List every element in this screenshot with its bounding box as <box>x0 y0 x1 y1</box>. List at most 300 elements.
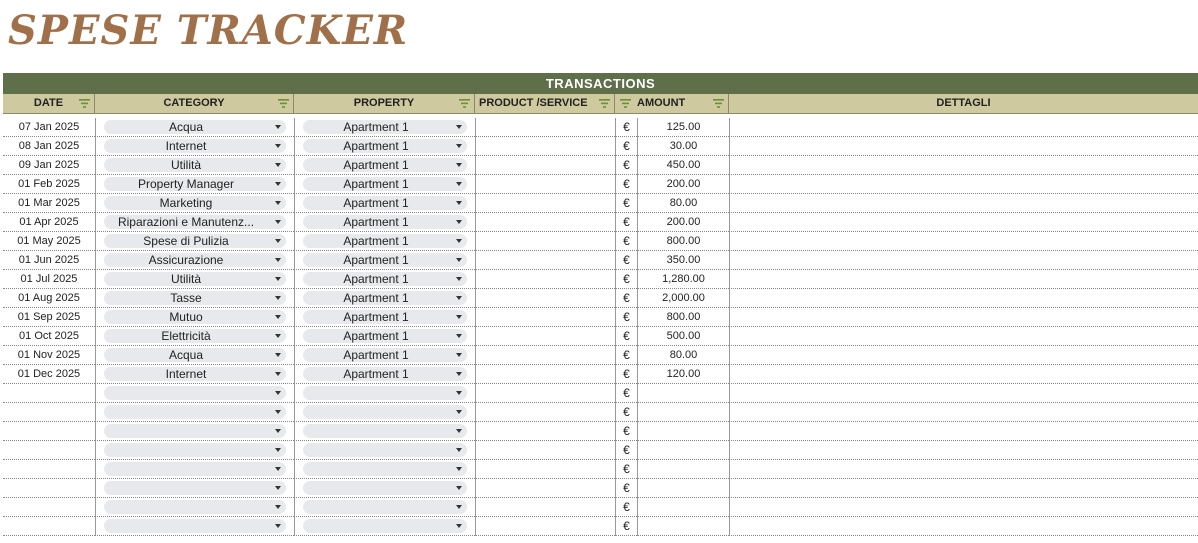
property-cell <box>294 137 475 156</box>
property-value: Apartment 1 <box>343 177 409 191</box>
details-cell[interactable] <box>729 289 1198 308</box>
property-cell <box>294 270 475 289</box>
category-value: Acqua <box>168 348 204 362</box>
table-row <box>3 232 1198 251</box>
amount-cell[interactable]: 1,280.00 <box>637 270 729 289</box>
chevron-down-icon <box>456 486 462 490</box>
table-band-title: TRANSACTIONS <box>3 73 1198 94</box>
category-dropdown[interactable] <box>104 234 286 248</box>
chevron-down-icon <box>275 258 281 262</box>
product-cell[interactable] <box>475 213 615 232</box>
amount-cell[interactable]: 125.00 <box>637 118 729 137</box>
category-dropdown[interactable] <box>104 253 286 267</box>
col-header-property <box>294 94 475 113</box>
date-cell[interactable]: 01 Nov 2025 <box>3 346 95 365</box>
currency-cell: € <box>615 308 637 327</box>
category-value: Elettricità <box>161 329 211 343</box>
category-cell <box>95 365 294 384</box>
date-cell[interactable] <box>3 498 95 517</box>
filter-icon[interactable] <box>459 99 470 108</box>
category-value: Utilità <box>170 272 201 286</box>
amount-cell[interactable]: 80.00 <box>637 346 729 365</box>
property-dropdown[interactable] <box>303 386 467 400</box>
amount-cell[interactable]: 200.00 <box>637 175 729 194</box>
table-row <box>3 137 1198 156</box>
table-row <box>3 270 1198 289</box>
amount-cell[interactable] <box>637 403 729 422</box>
table-row <box>3 156 1198 175</box>
product-cell[interactable] <box>475 365 615 384</box>
chevron-down-icon <box>275 391 281 395</box>
date-cell[interactable]: 01 Aug 2025 <box>3 289 95 308</box>
category-cell <box>95 251 294 270</box>
category-value: Tasse <box>170 291 202 305</box>
product-cell[interactable] <box>475 422 615 441</box>
amount-cell[interactable] <box>637 422 729 441</box>
details-cell[interactable] <box>729 213 1198 232</box>
details-cell[interactable] <box>729 498 1198 517</box>
category-value: Marketing <box>159 196 213 210</box>
category-dropdown[interactable] <box>104 177 286 191</box>
category-cell <box>95 270 294 289</box>
chevron-down-icon <box>456 296 462 300</box>
date-cell[interactable] <box>3 422 95 441</box>
property-cell <box>294 384 475 403</box>
table-row <box>3 346 1198 365</box>
category-value: Internet <box>165 139 207 153</box>
product-cell[interactable] <box>475 498 615 517</box>
currency-cell: € <box>615 137 637 156</box>
currency-cell: € <box>615 441 637 460</box>
category-cell <box>95 232 294 251</box>
category-dropdown[interactable] <box>104 120 286 134</box>
currency-cell: € <box>615 422 637 441</box>
currency-cell: € <box>615 346 637 365</box>
currency-cell: € <box>615 384 637 403</box>
property-dropdown[interactable] <box>303 196 467 210</box>
property-dropdown[interactable] <box>303 367 467 381</box>
category-value: Riparazioni e Manutenz... <box>117 215 255 229</box>
details-cell[interactable] <box>729 460 1198 479</box>
product-cell[interactable] <box>475 175 615 194</box>
product-cell[interactable] <box>475 441 615 460</box>
property-cell <box>294 213 475 232</box>
chevron-down-icon <box>456 391 462 395</box>
date-cell[interactable]: 01 Apr 2025 <box>3 213 95 232</box>
details-cell[interactable] <box>729 118 1198 137</box>
currency-cell: € <box>615 232 637 251</box>
chevron-down-icon <box>275 182 281 186</box>
property-dropdown[interactable] <box>303 424 467 438</box>
details-cell[interactable] <box>729 365 1198 384</box>
col-header-date-label: DATE <box>33 97 64 109</box>
category-dropdown[interactable] <box>104 139 286 153</box>
chevron-down-icon <box>456 524 462 528</box>
currency-cell: € <box>615 270 637 289</box>
col-header-category-label: CATEGORY <box>163 97 225 109</box>
amount-cell[interactable]: 800.00 <box>637 232 729 251</box>
chevron-down-icon <box>275 505 281 509</box>
property-value: Apartment 1 <box>343 348 409 362</box>
category-value: Internet <box>165 367 207 381</box>
amount-cell[interactable] <box>637 479 729 498</box>
filter-icon[interactable] <box>278 99 289 108</box>
details-cell[interactable] <box>729 441 1198 460</box>
product-cell[interactable] <box>475 232 615 251</box>
product-cell[interactable] <box>475 289 615 308</box>
category-cell <box>95 422 294 441</box>
currency-cell: € <box>615 175 637 194</box>
category-cell <box>95 308 294 327</box>
table-row <box>3 403 1198 422</box>
col-header-details-label: DETTAGLI <box>936 97 991 109</box>
filter-icon[interactable] <box>713 99 724 108</box>
property-dropdown[interactable] <box>303 139 467 153</box>
category-dropdown[interactable] <box>104 443 286 457</box>
chevron-down-icon <box>275 220 281 224</box>
product-cell[interactable] <box>475 384 615 403</box>
property-cell <box>294 194 475 213</box>
details-cell[interactable] <box>729 422 1198 441</box>
product-cell[interactable] <box>475 327 615 346</box>
property-cell <box>294 460 475 479</box>
category-dropdown[interactable] <box>104 291 286 305</box>
chevron-down-icon <box>275 334 281 338</box>
category-dropdown[interactable] <box>104 348 286 362</box>
category-cell <box>95 479 294 498</box>
category-value: Acqua <box>168 120 204 134</box>
property-cell <box>294 308 475 327</box>
product-cell[interactable] <box>475 517 615 536</box>
date-cell[interactable]: 09 Jan 2025 <box>3 156 95 175</box>
currency-cell: € <box>615 289 637 308</box>
category-dropdown[interactable] <box>104 310 286 324</box>
page-title: SPESE TRACKER <box>8 7 409 54</box>
category-dropdown[interactable] <box>104 367 286 381</box>
property-dropdown[interactable] <box>303 120 467 134</box>
category-cell <box>95 403 294 422</box>
product-cell[interactable] <box>475 251 615 270</box>
category-cell <box>95 118 294 137</box>
table-row <box>3 479 1198 498</box>
currency-cell: € <box>615 213 637 232</box>
chevron-down-icon <box>456 163 462 167</box>
date-cell[interactable]: 01 Jun 2025 <box>3 251 95 270</box>
chevron-down-icon <box>456 410 462 414</box>
product-cell[interactable] <box>475 118 615 137</box>
property-dropdown[interactable] <box>303 405 467 419</box>
property-dropdown[interactable] <box>303 158 467 172</box>
category-dropdown[interactable] <box>104 500 286 514</box>
details-cell[interactable] <box>729 156 1198 175</box>
category-cell <box>95 213 294 232</box>
header-row <box>3 94 1198 114</box>
table-row <box>3 118 1198 137</box>
property-value: Apartment 1 <box>343 234 409 248</box>
date-cell[interactable] <box>3 384 95 403</box>
date-cell[interactable]: 01 Dec 2025 <box>3 365 95 384</box>
filter-icon[interactable] <box>620 99 631 108</box>
col-header-amount-label: AMOUNT <box>637 97 686 109</box>
amount-cell[interactable]: 500.00 <box>637 327 729 346</box>
chevron-down-icon <box>275 524 281 528</box>
amount-cell[interactable]: 800.00 <box>637 308 729 327</box>
category-cell <box>95 137 294 156</box>
category-dropdown[interactable] <box>104 519 286 533</box>
details-cell[interactable] <box>729 251 1198 270</box>
product-cell[interactable] <box>475 137 615 156</box>
table-row <box>3 365 1198 384</box>
date-cell[interactable] <box>3 441 95 460</box>
property-cell <box>294 479 475 498</box>
property-cell <box>294 327 475 346</box>
property-dropdown[interactable] <box>303 519 467 533</box>
property-value: Apartment 1 <box>343 120 409 134</box>
date-cell[interactable]: 01 Mar 2025 <box>3 194 95 213</box>
category-dropdown[interactable] <box>104 329 286 343</box>
date-cell[interactable]: 01 Oct 2025 <box>3 327 95 346</box>
chevron-down-icon <box>456 239 462 243</box>
chevron-down-icon <box>275 163 281 167</box>
currency-cell: € <box>615 156 637 175</box>
chevron-down-icon <box>456 372 462 376</box>
property-value: Apartment 1 <box>343 272 409 286</box>
table-row <box>3 251 1198 270</box>
property-value: Apartment 1 <box>343 158 409 172</box>
property-dropdown[interactable] <box>303 329 467 343</box>
chevron-down-icon <box>456 448 462 452</box>
product-cell[interactable] <box>475 156 615 175</box>
category-cell <box>95 441 294 460</box>
property-value: Apartment 1 <box>343 291 409 305</box>
category-cell <box>95 517 294 536</box>
date-cell[interactable]: 07 Jan 2025 <box>3 118 95 137</box>
category-value: Assicurazione <box>148 253 224 267</box>
details-cell[interactable] <box>729 194 1198 213</box>
table-row <box>3 289 1198 308</box>
chevron-down-icon <box>275 277 281 281</box>
property-value: Apartment 1 <box>343 310 409 324</box>
property-dropdown[interactable] <box>303 310 467 324</box>
table-row <box>3 194 1198 213</box>
property-value: Apartment 1 <box>343 253 409 267</box>
date-cell[interactable] <box>3 460 95 479</box>
amount-cell[interactable]: 120.00 <box>637 365 729 384</box>
chevron-down-icon <box>275 353 281 357</box>
category-cell <box>95 346 294 365</box>
category-cell <box>95 327 294 346</box>
chevron-down-icon <box>275 315 281 319</box>
col-header-product-label: PRODUCT /SERVICE <box>479 97 588 109</box>
table-row <box>3 213 1198 232</box>
date-cell[interactable] <box>3 403 95 422</box>
property-value: Apartment 1 <box>343 329 409 343</box>
col-header-date <box>3 94 95 113</box>
property-dropdown[interactable] <box>303 253 467 267</box>
col-header-property-label: PROPERTY <box>353 97 415 109</box>
chevron-down-icon <box>275 372 281 376</box>
currency-cell: € <box>615 517 637 536</box>
property-cell <box>294 441 475 460</box>
chevron-down-icon <box>456 144 462 148</box>
category-dropdown[interactable] <box>104 196 286 210</box>
property-value: Apartment 1 <box>343 215 409 229</box>
chevron-down-icon <box>456 467 462 471</box>
property-cell <box>294 156 475 175</box>
category-value: Spese di Pulizia <box>143 234 229 248</box>
amount-cell[interactable]: 350.00 <box>637 251 729 270</box>
table-row <box>3 460 1198 479</box>
amount-cell[interactable] <box>637 517 729 536</box>
chevron-down-icon <box>275 429 281 433</box>
category-value: Mutuo <box>169 310 203 324</box>
chevron-down-icon <box>456 125 462 129</box>
details-cell[interactable] <box>729 384 1198 403</box>
date-cell[interactable] <box>3 517 95 536</box>
chevron-down-icon <box>456 429 462 433</box>
property-dropdown[interactable] <box>303 500 467 514</box>
details-cell[interactable] <box>729 232 1198 251</box>
date-cell[interactable]: 08 Jan 2025 <box>3 137 95 156</box>
product-cell[interactable] <box>475 308 615 327</box>
category-dropdown[interactable] <box>104 481 286 495</box>
chevron-down-icon <box>275 144 281 148</box>
details-cell[interactable] <box>729 175 1198 194</box>
property-cell <box>294 118 475 137</box>
table-row <box>3 308 1198 327</box>
product-cell[interactable] <box>475 460 615 479</box>
currency-cell: € <box>615 479 637 498</box>
chevron-down-icon <box>456 220 462 224</box>
currency-cell: € <box>615 251 637 270</box>
currency-cell: € <box>615 118 637 137</box>
property-cell <box>294 365 475 384</box>
category-cell <box>95 175 294 194</box>
chevron-down-icon <box>275 296 281 300</box>
property-dropdown[interactable] <box>303 291 467 305</box>
property-cell <box>294 403 475 422</box>
property-dropdown[interactable] <box>303 215 467 229</box>
product-cell[interactable] <box>475 270 615 289</box>
property-value: Apartment 1 <box>343 196 409 210</box>
product-cell[interactable] <box>475 403 615 422</box>
details-cell[interactable] <box>729 479 1198 498</box>
currency-cell: € <box>615 498 637 517</box>
chevron-down-icon <box>275 410 281 414</box>
category-dropdown[interactable] <box>104 424 286 438</box>
product-cell[interactable] <box>475 346 615 365</box>
property-dropdown[interactable] <box>303 177 467 191</box>
property-dropdown[interactable] <box>303 272 467 286</box>
category-dropdown[interactable] <box>104 272 286 286</box>
category-value: Utilità <box>170 158 201 172</box>
property-cell <box>294 232 475 251</box>
product-cell[interactable] <box>475 194 615 213</box>
currency-cell: € <box>615 327 637 346</box>
chevron-down-icon <box>275 467 281 471</box>
property-dropdown[interactable] <box>303 234 467 248</box>
table-row <box>3 175 1198 194</box>
col-header-product <box>475 94 615 113</box>
date-cell[interactable]: 01 Sep 2025 <box>3 308 95 327</box>
property-value: Apartment 1 <box>343 139 409 153</box>
currency-cell: € <box>615 365 637 384</box>
property-dropdown[interactable] <box>303 443 467 457</box>
chevron-down-icon <box>456 505 462 509</box>
category-cell <box>95 384 294 403</box>
amount-cell[interactable]: 80.00 <box>637 194 729 213</box>
date-cell[interactable]: 01 Jul 2025 <box>3 270 95 289</box>
category-dropdown[interactable] <box>104 158 286 172</box>
category-dropdown[interactable] <box>104 386 286 400</box>
chevron-down-icon <box>456 277 462 281</box>
property-dropdown[interactable] <box>303 348 467 362</box>
amount-cell[interactable] <box>637 460 729 479</box>
chevron-down-icon <box>275 201 281 205</box>
amount-cell[interactable]: 450.00 <box>637 156 729 175</box>
currency-cell: € <box>615 194 637 213</box>
details-cell[interactable] <box>729 327 1198 346</box>
date-cell[interactable]: 01 May 2025 <box>3 232 95 251</box>
details-cell[interactable] <box>729 346 1198 365</box>
chevron-down-icon <box>275 448 281 452</box>
date-cell[interactable]: 01 Feb 2025 <box>3 175 95 194</box>
property-dropdown[interactable] <box>303 481 467 495</box>
amount-cell[interactable] <box>637 498 729 517</box>
chevron-down-icon <box>456 334 462 338</box>
category-cell <box>95 460 294 479</box>
table-row <box>3 498 1198 517</box>
table-body <box>3 118 1198 536</box>
property-value: Apartment 1 <box>343 367 409 381</box>
table-row <box>3 327 1198 346</box>
category-dropdown[interactable] <box>104 405 286 419</box>
amount-cell[interactable] <box>637 384 729 403</box>
details-cell[interactable] <box>729 270 1198 289</box>
chevron-down-icon <box>456 182 462 186</box>
amount-cell[interactable]: 30.00 <box>637 137 729 156</box>
details-cell[interactable] <box>729 403 1198 422</box>
property-cell <box>294 346 475 365</box>
table-row <box>3 517 1198 536</box>
chevron-down-icon <box>456 201 462 205</box>
category-dropdown[interactable] <box>104 462 286 476</box>
col-header-category <box>95 94 294 113</box>
details-cell[interactable] <box>729 517 1198 536</box>
category-dropdown[interactable] <box>104 215 286 229</box>
property-cell <box>294 517 475 536</box>
property-dropdown[interactable] <box>303 462 467 476</box>
filter-icon[interactable] <box>79 99 90 108</box>
details-cell[interactable] <box>729 137 1198 156</box>
chevron-down-icon <box>456 315 462 319</box>
category-cell <box>95 289 294 308</box>
currency-cell: € <box>615 403 637 422</box>
table-row <box>3 422 1198 441</box>
amount-cell[interactable]: 2,000.00 <box>637 289 729 308</box>
chevron-down-icon <box>275 486 281 490</box>
amount-cell[interactable]: 200.00 <box>637 213 729 232</box>
property-cell <box>294 175 475 194</box>
date-cell[interactable] <box>3 479 95 498</box>
amount-cell[interactable] <box>637 441 729 460</box>
filter-icon[interactable] <box>599 99 610 108</box>
category-cell <box>95 194 294 213</box>
product-cell[interactable] <box>475 479 615 498</box>
property-cell <box>294 289 475 308</box>
details-cell[interactable] <box>729 308 1198 327</box>
transactions-table <box>3 73 1198 536</box>
